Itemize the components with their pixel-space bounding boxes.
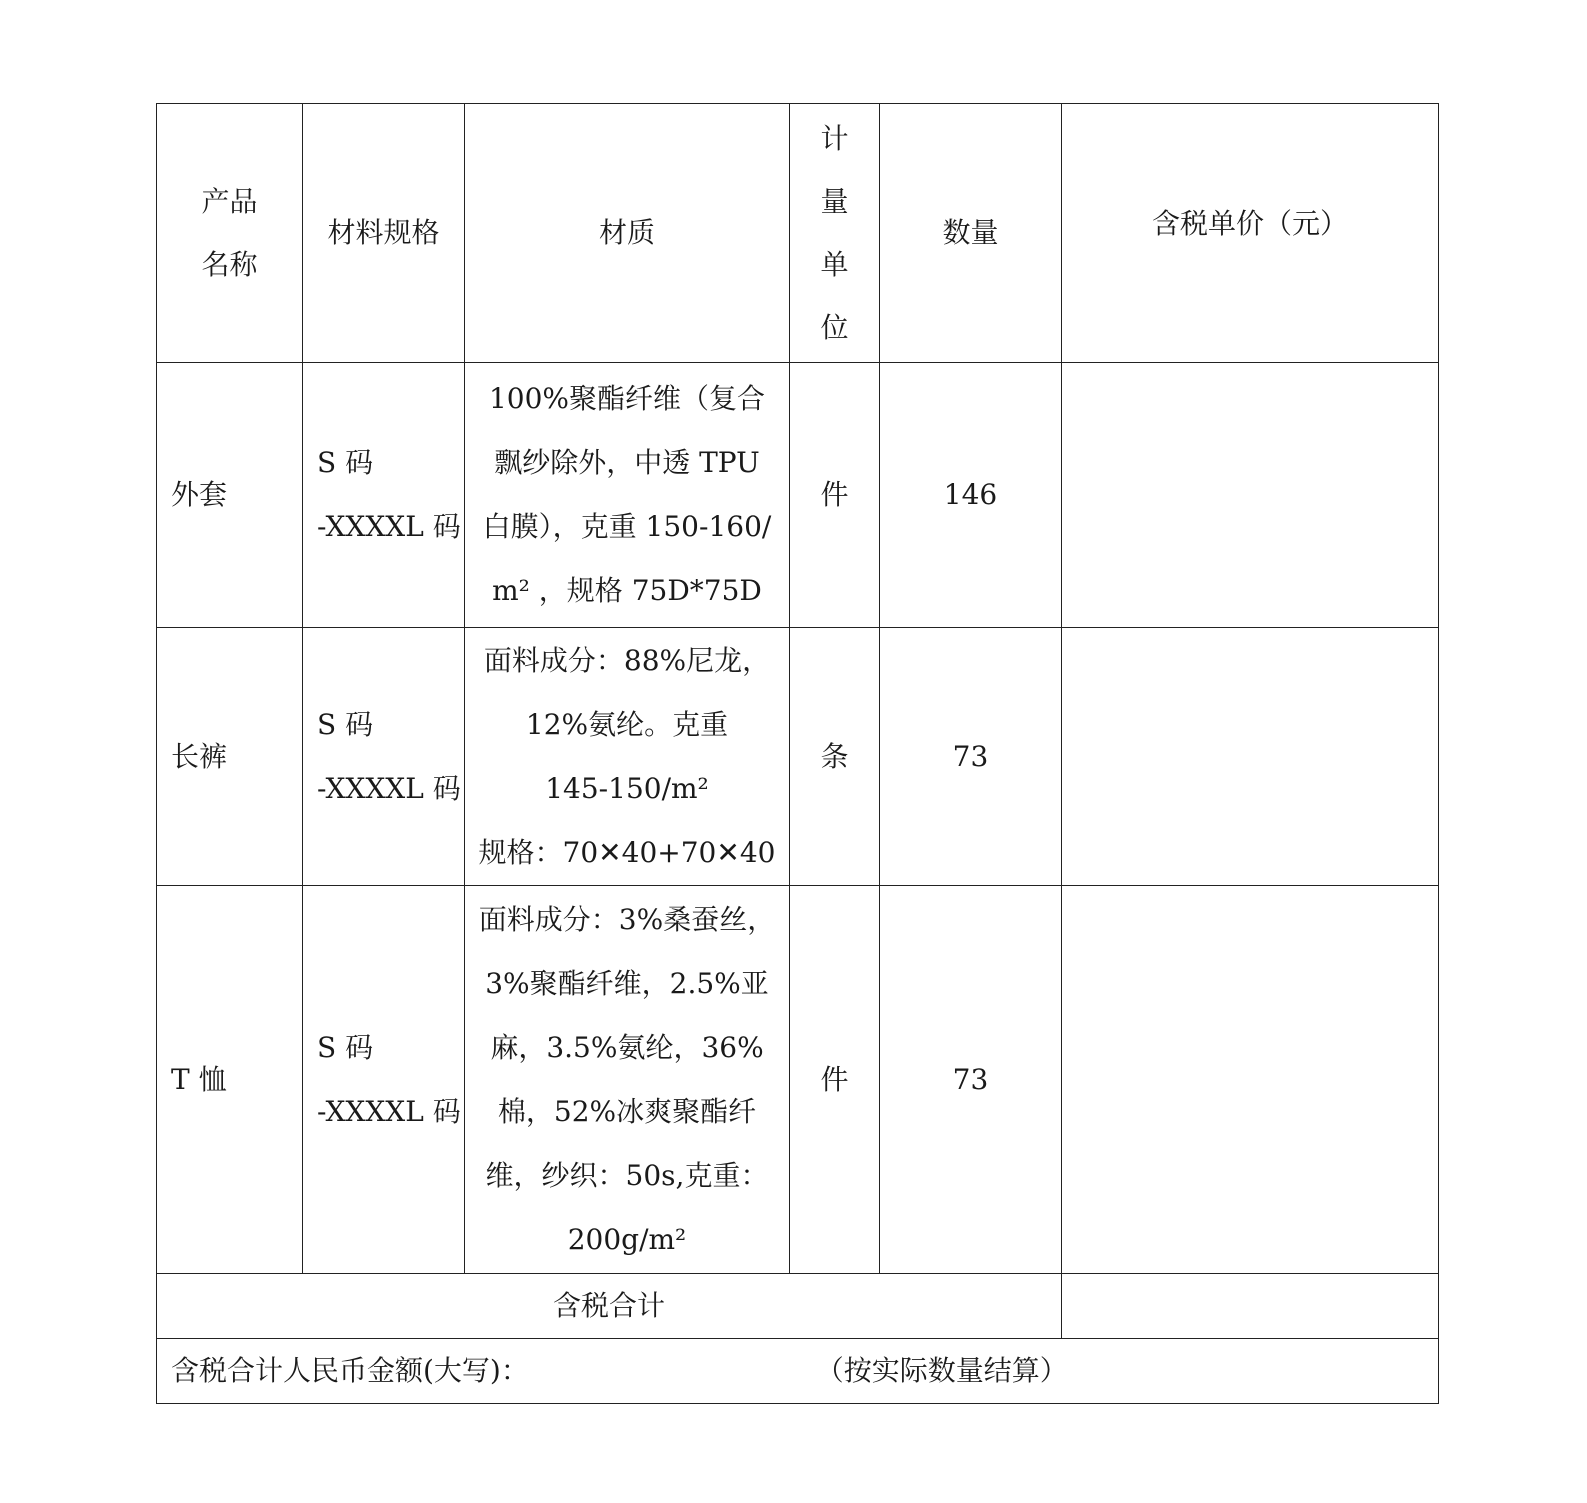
table-row bbox=[157, 628, 1439, 886]
total-label: 含税合计 bbox=[157, 1274, 1062, 1339]
table-row bbox=[157, 363, 1439, 628]
quote-table bbox=[156, 103, 1439, 1404]
product-name: 长裤 bbox=[157, 628, 303, 886]
product-spec bbox=[303, 628, 465, 886]
product-unit: 件 bbox=[790, 363, 880, 628]
header-product-name-line2: 名称 bbox=[201, 248, 258, 281]
amount-words-label: 含税合计人民币金额(大写)： bbox=[171, 1354, 529, 1387]
spec-line: S 码 bbox=[317, 1030, 374, 1064]
amount-words-row bbox=[157, 1339, 1439, 1404]
product-price-cell[interactable] bbox=[1062, 628, 1439, 886]
product-name: 外套 bbox=[157, 363, 303, 628]
product-spec bbox=[303, 363, 465, 628]
header-unit-char: 单 bbox=[820, 248, 849, 281]
total-row bbox=[157, 1274, 1439, 1339]
material-line: 12%氨纶。克重 bbox=[525, 707, 729, 741]
header-material: 材质 bbox=[465, 104, 790, 363]
spec-line: -XXXXL 码 bbox=[317, 771, 461, 805]
quote-sheet bbox=[156, 103, 1438, 1404]
amount-words-note: （按实际数量结算） bbox=[815, 1354, 1068, 1387]
spec-line: S 码 bbox=[317, 707, 374, 741]
product-unit: 条 bbox=[790, 628, 880, 886]
material-line: 100%聚酯纤维（复合 bbox=[488, 382, 766, 415]
header-unit-price: 含税单价（元） bbox=[1062, 104, 1439, 363]
header-quantity: 数量 bbox=[880, 104, 1062, 363]
material-line: 3%聚酯纤维，2.5%亚 bbox=[485, 966, 769, 1000]
header-spec: 材料规格 bbox=[303, 104, 465, 363]
material-line: 麻，3.5%氨纶，36% bbox=[490, 1030, 764, 1064]
product-material bbox=[465, 363, 790, 628]
header-row bbox=[157, 104, 1439, 363]
total-value-cell[interactable] bbox=[1062, 1274, 1439, 1339]
product-unit: 件 bbox=[790, 886, 880, 1274]
amount-words-cell[interactable] bbox=[157, 1339, 1439, 1404]
header-unit-char: 量 bbox=[820, 185, 849, 218]
header-unit bbox=[790, 104, 880, 363]
material-line: 面料成分：3%桑蚕丝， bbox=[478, 902, 776, 936]
product-quantity: 73 bbox=[880, 886, 1062, 1274]
product-spec bbox=[303, 886, 465, 1274]
material-line: 飘纱除外，中透 TPU bbox=[494, 446, 760, 479]
product-price-cell[interactable] bbox=[1062, 886, 1439, 1274]
product-material bbox=[465, 628, 790, 886]
product-price-cell[interactable] bbox=[1062, 363, 1439, 628]
spec-line: -XXXXL 码 bbox=[317, 1094, 461, 1128]
material-line: 白膜），克重 150-160/ bbox=[482, 510, 772, 543]
material-line: 145-150/m² bbox=[545, 771, 709, 805]
header-unit-char: 位 bbox=[820, 311, 849, 344]
material-line: 维，纱织：50s,克重： bbox=[485, 1158, 769, 1192]
product-quantity: 146 bbox=[880, 363, 1062, 628]
product-quantity: 73 bbox=[880, 628, 1062, 886]
header-product-name-line1: 产品 bbox=[201, 185, 258, 218]
material-line: m² ，规格 75D*75D bbox=[492, 574, 762, 607]
header-unit-char: 计 bbox=[820, 122, 849, 155]
header-product-name bbox=[157, 104, 303, 363]
material-line: 棉，52%冰爽聚酯纤 bbox=[497, 1094, 757, 1128]
table-row bbox=[157, 886, 1439, 1274]
product-name: T 恤 bbox=[157, 886, 303, 1274]
material-line: 200g/m² bbox=[567, 1222, 687, 1256]
material-line: 面料成分：88%尼龙， bbox=[483, 643, 771, 677]
spec-line: S 码 bbox=[317, 446, 374, 479]
material-line: 规格：70✕40+70✕40 bbox=[478, 835, 776, 869]
spec-line: -XXXXL 码 bbox=[317, 510, 461, 543]
product-material bbox=[465, 886, 790, 1274]
